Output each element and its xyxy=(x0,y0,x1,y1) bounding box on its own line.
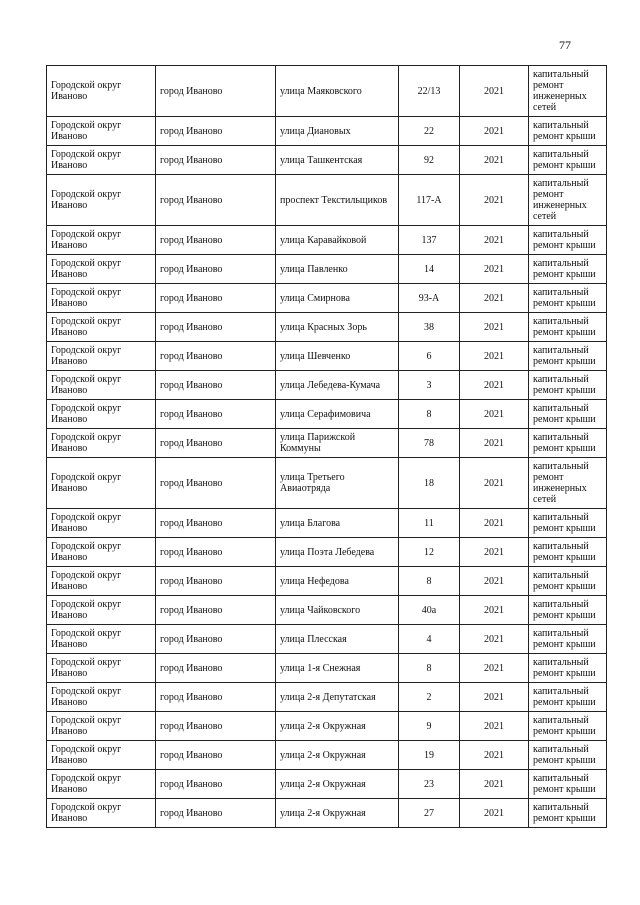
work-type-cell: капитальный ремонт крыши xyxy=(529,625,607,654)
street-cell: улица Маяковского xyxy=(276,66,399,117)
city-cell: город Иваново xyxy=(156,683,276,712)
street-cell: улица 2-я Окружная xyxy=(276,741,399,770)
street-cell: улица Третьего Авиаотряда xyxy=(276,458,399,509)
city-cell: город Иваново xyxy=(156,567,276,596)
city-cell: город Иваново xyxy=(156,625,276,654)
work-type-cell: капитальный ремонт крыши xyxy=(529,429,607,458)
year-cell: 2021 xyxy=(460,255,529,284)
district-cell: Городской округ Иваново xyxy=(47,683,156,712)
house-number-cell: 8 xyxy=(399,567,460,596)
district-cell: Городской округ Иваново xyxy=(47,625,156,654)
city-cell: город Иваново xyxy=(156,146,276,175)
street-cell: улица Каравайковой xyxy=(276,226,399,255)
city-cell: город Иваново xyxy=(156,509,276,538)
year-cell: 2021 xyxy=(460,683,529,712)
table-row xyxy=(47,770,607,799)
table-row xyxy=(47,683,607,712)
table-row xyxy=(47,567,607,596)
street-cell: улица Серафимовича xyxy=(276,400,399,429)
street-cell: проспект Текстильщиков xyxy=(276,175,399,226)
table-body xyxy=(47,66,607,828)
district-cell: Городской округ Иваново xyxy=(47,596,156,625)
work-type-cell: капитальный ремонт крыши xyxy=(529,226,607,255)
street-cell: улица 2-я Окружная xyxy=(276,770,399,799)
year-cell: 2021 xyxy=(460,313,529,342)
year-cell: 2021 xyxy=(460,625,529,654)
city-cell: город Иваново xyxy=(156,226,276,255)
work-type-cell: капитальный ремонт крыши xyxy=(529,342,607,371)
work-type-cell: капитальный ремонт крыши xyxy=(529,741,607,770)
house-number-cell: 23 xyxy=(399,770,460,799)
year-cell: 2021 xyxy=(460,284,529,313)
work-type-cell: капитальный ремонт крыши xyxy=(529,146,607,175)
house-number-cell: 9 xyxy=(399,712,460,741)
district-cell: Городской округ Иваново xyxy=(47,509,156,538)
street-cell: улица Ташкентская xyxy=(276,146,399,175)
year-cell: 2021 xyxy=(460,146,529,175)
city-cell: город Иваново xyxy=(156,400,276,429)
district-cell: Городской округ Иваново xyxy=(47,429,156,458)
year-cell: 2021 xyxy=(460,458,529,509)
work-type-cell: капитальный ремонт крыши xyxy=(529,400,607,429)
year-cell: 2021 xyxy=(460,342,529,371)
house-number-cell: 6 xyxy=(399,342,460,371)
district-cell: Городской округ Иваново xyxy=(47,538,156,567)
table-row xyxy=(47,741,607,770)
district-cell: Городской округ Иваново xyxy=(47,712,156,741)
city-cell: город Иваново xyxy=(156,538,276,567)
year-cell: 2021 xyxy=(460,596,529,625)
work-type-cell: капитальный ремонт крыши xyxy=(529,770,607,799)
city-cell: город Иваново xyxy=(156,458,276,509)
repair-schedule-table xyxy=(46,65,607,828)
city-cell: город Иваново xyxy=(156,175,276,226)
district-cell: Городской округ Иваново xyxy=(47,255,156,284)
street-cell: улица Диановых xyxy=(276,117,399,146)
year-cell: 2021 xyxy=(460,66,529,117)
table-row xyxy=(47,712,607,741)
street-cell: улица 2-я Окружная xyxy=(276,712,399,741)
year-cell: 2021 xyxy=(460,770,529,799)
house-number-cell: 40а xyxy=(399,596,460,625)
work-type-cell: капитальный ремонт крыши xyxy=(529,538,607,567)
table-row xyxy=(47,509,607,538)
table-row xyxy=(47,117,607,146)
table-row xyxy=(47,400,607,429)
work-type-cell: капитальный ремонт крыши xyxy=(529,799,607,828)
street-cell: улица Благова xyxy=(276,509,399,538)
work-type-cell: капитальный ремонт крыши xyxy=(529,654,607,683)
house-number-cell: 22 xyxy=(399,117,460,146)
house-number-cell: 137 xyxy=(399,226,460,255)
year-cell: 2021 xyxy=(460,226,529,255)
year-cell: 2021 xyxy=(460,654,529,683)
work-type-cell: капитальный ремонт крыши xyxy=(529,683,607,712)
street-cell: улица Плесская xyxy=(276,625,399,654)
district-cell: Городской округ Иваново xyxy=(47,117,156,146)
year-cell: 2021 xyxy=(460,429,529,458)
year-cell: 2021 xyxy=(460,567,529,596)
table-row xyxy=(47,226,607,255)
table-row xyxy=(47,371,607,400)
city-cell: город Иваново xyxy=(156,712,276,741)
house-number-cell: 8 xyxy=(399,654,460,683)
district-cell: Городской округ Иваново xyxy=(47,770,156,799)
work-type-cell: капитальный ремонт крыши xyxy=(529,284,607,313)
district-cell: Городской округ Иваново xyxy=(47,284,156,313)
table-row xyxy=(47,596,607,625)
street-cell: улица Шевченко xyxy=(276,342,399,371)
year-cell: 2021 xyxy=(460,509,529,538)
table-row xyxy=(47,255,607,284)
year-cell: 2021 xyxy=(460,117,529,146)
street-cell: улица 2-я Окружная xyxy=(276,799,399,828)
page-number: 77 xyxy=(559,38,571,52)
table-row xyxy=(47,66,607,117)
house-number-cell: 18 xyxy=(399,458,460,509)
district-cell: Городской округ Иваново xyxy=(47,371,156,400)
city-cell: город Иваново xyxy=(156,117,276,146)
city-cell: город Иваново xyxy=(156,313,276,342)
city-cell: город Иваново xyxy=(156,770,276,799)
house-number-cell: 12 xyxy=(399,538,460,567)
street-cell: улица Лебедева-Кумача xyxy=(276,371,399,400)
house-number-cell: 38 xyxy=(399,313,460,342)
district-cell: Городской округ Иваново xyxy=(47,741,156,770)
district-cell: Городской округ Иваново xyxy=(47,342,156,371)
year-cell: 2021 xyxy=(460,400,529,429)
year-cell: 2021 xyxy=(460,538,529,567)
district-cell: Городской округ Иваново xyxy=(47,146,156,175)
house-number-cell: 2 xyxy=(399,683,460,712)
district-cell: Городской округ Иваново xyxy=(47,226,156,255)
city-cell: город Иваново xyxy=(156,66,276,117)
work-type-cell: капитальный ремонт крыши xyxy=(529,255,607,284)
table-row xyxy=(47,799,607,828)
house-number-cell: 3 xyxy=(399,371,460,400)
street-cell: улица Парижской Коммуны xyxy=(276,429,399,458)
district-cell: Городской округ Иваново xyxy=(47,654,156,683)
table-row xyxy=(47,313,607,342)
city-cell: город Иваново xyxy=(156,799,276,828)
street-cell: улица Красных Зорь xyxy=(276,313,399,342)
house-number-cell: 8 xyxy=(399,400,460,429)
work-type-cell: капитальный ремонт крыши xyxy=(529,371,607,400)
house-number-cell: 92 xyxy=(399,146,460,175)
street-cell: улица Чайковского xyxy=(276,596,399,625)
table-row xyxy=(47,146,607,175)
house-number-cell: 78 xyxy=(399,429,460,458)
work-type-cell: капитальный ремонт крыши xyxy=(529,596,607,625)
district-cell: Городской округ Иваново xyxy=(47,567,156,596)
district-cell: Городской округ Иваново xyxy=(47,313,156,342)
table-row xyxy=(47,284,607,313)
house-number-cell: 4 xyxy=(399,625,460,654)
house-number-cell: 14 xyxy=(399,255,460,284)
street-cell: улица 1-я Снежная xyxy=(276,654,399,683)
house-number-cell: 117-А xyxy=(399,175,460,226)
city-cell: город Иваново xyxy=(156,342,276,371)
year-cell: 2021 xyxy=(460,712,529,741)
street-cell: улица 2-я Депутатская xyxy=(276,683,399,712)
city-cell: город Иваново xyxy=(156,284,276,313)
table-row xyxy=(47,538,607,567)
work-type-cell: капитальный ремонт инженерных сетей xyxy=(529,458,607,509)
city-cell: город Иваново xyxy=(156,371,276,400)
street-cell: улица Павленко xyxy=(276,255,399,284)
street-cell: улица Поэта Лебедева xyxy=(276,538,399,567)
city-cell: город Иваново xyxy=(156,255,276,284)
work-type-cell: капитальный ремонт крыши xyxy=(529,509,607,538)
district-cell: Городской округ Иваново xyxy=(47,175,156,226)
table-row xyxy=(47,175,607,226)
house-number-cell: 22/13 xyxy=(399,66,460,117)
city-cell: город Иваново xyxy=(156,429,276,458)
work-type-cell: капитальный ремонт крыши xyxy=(529,313,607,342)
district-cell: Городской округ Иваново xyxy=(47,400,156,429)
table-row xyxy=(47,625,607,654)
street-cell: улица Смирнова xyxy=(276,284,399,313)
city-cell: город Иваново xyxy=(156,596,276,625)
year-cell: 2021 xyxy=(460,741,529,770)
year-cell: 2021 xyxy=(460,799,529,828)
table-row xyxy=(47,342,607,371)
year-cell: 2021 xyxy=(460,371,529,400)
district-cell: Городской округ Иваново xyxy=(47,458,156,509)
house-number-cell: 11 xyxy=(399,509,460,538)
house-number-cell: 19 xyxy=(399,741,460,770)
house-number-cell: 93-А xyxy=(399,284,460,313)
work-type-cell: капитальный ремонт инженерных сетей xyxy=(529,66,607,117)
house-number-cell: 27 xyxy=(399,799,460,828)
table-row xyxy=(47,654,607,683)
district-cell: Городской округ Иваново xyxy=(47,66,156,117)
work-type-cell: капитальный ремонт крыши xyxy=(529,567,607,596)
work-type-cell: капитальный ремонт крыши xyxy=(529,117,607,146)
year-cell: 2021 xyxy=(460,175,529,226)
street-cell: улица Нефедова xyxy=(276,567,399,596)
work-type-cell: капитальный ремонт инженерных сетей xyxy=(529,175,607,226)
city-cell: город Иваново xyxy=(156,654,276,683)
table-row xyxy=(47,429,607,458)
city-cell: город Иваново xyxy=(156,741,276,770)
table-row xyxy=(47,458,607,509)
district-cell: Городской округ Иваново xyxy=(47,799,156,828)
work-type-cell: капитальный ремонт крыши xyxy=(529,712,607,741)
